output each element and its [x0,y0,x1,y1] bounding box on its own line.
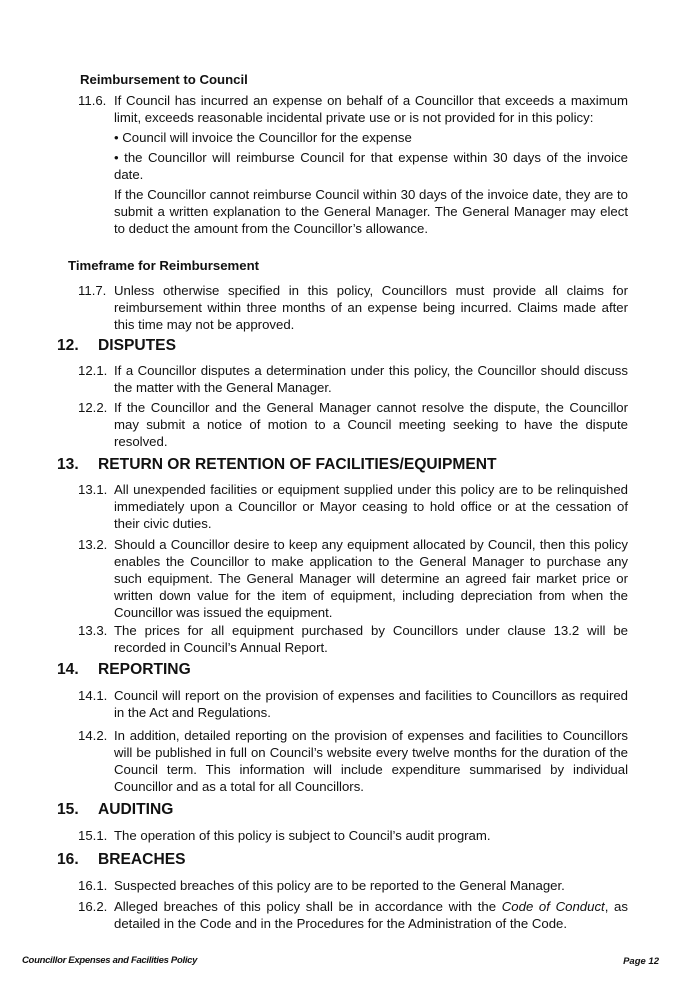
section-heading-reporting [57,661,191,679]
code-of-conduct-reference: Code of Conduct [501,899,605,914]
clause-11-6 [78,92,628,240]
clause-number: 15.1. [78,828,108,843]
timeframe-heading: Timeframe for Reimbursement [68,258,260,273]
clause-12-1 [78,362,628,396]
clause-number: 12.2. [78,400,108,415]
clause-text-part: Alleged breaches of this policy shall be in accordance with the [114,899,502,914]
section-number: 14. [57,661,79,678]
clause-16-2 [78,898,628,932]
clause-14-1 [78,687,628,721]
clause-15-1 [78,827,628,844]
section-title: AUDITING [98,801,174,818]
section-heading-breaches [57,851,186,869]
clause-number: 14.1. [78,688,108,703]
clause-text: If a Councillor disputes a determination under this policy, the Councillor should discuss the matter with the General Manager. [114,363,628,395]
section-number: 13. [57,456,79,473]
clause-13-3 [78,622,628,656]
clause-number: 14.2. [78,728,108,743]
clause-13-1 [78,481,628,532]
clause-text: Unless otherwise specified in this policy, Councillors must provide all claims for reimbursement within three months of an expense being incurred. Claims made after this time may not be approved. [114,283,628,332]
clause-text: The operation of this policy is subject to Council’s audit program. [114,828,491,843]
footer-document-title: Councillor Expenses and Facilities Policy [22,955,198,966]
clause-11-7 [78,282,628,333]
clause-text: Council will report on the provision of expenses and facilities to Councillors as required in the Act and Regulations. [114,688,628,720]
clause-12-2 [78,399,628,450]
clause-text: If the Councillor and the General Manager cannot resolve the dispute, the Councillor may submit a notice of motion to a Council meeting seeking to have the dispute resolved. [114,400,628,449]
bullet-item: • Council will invoice the Councillor for the expense [114,130,412,145]
clause-14-2 [78,727,628,795]
section-title: DISPUTES [98,337,176,354]
reimbursement-heading: Reimbursement to Council [80,72,248,87]
section-number: 15. [57,801,79,818]
bullet-item: • the Councillor will reimburse Council for that expense within 30 days of the invoice date. [114,150,628,182]
clause-number: 11.6. [78,93,107,108]
clause-number: 13.1. [78,482,108,497]
section-heading-auditing [57,801,173,819]
clause-number: 11.7. [78,283,107,298]
section-heading-disputes [57,337,176,355]
clause-number: 13.2. [78,537,108,552]
clause-text: The prices for all equipment purchased by Councillors under clause 13.2 will be recorded in Council’s Annual Report. [114,623,628,655]
clause-number: 16.2. [78,899,108,914]
clause-number: 16.1. [78,878,108,893]
clause-text: All unexpended facilities or equipment supplied under this policy are to be relinquished immediately upon a Councillor or Mayor ceasing to hold office or at the cessation of their civic duties. [114,482,628,531]
section-number: 12. [57,337,79,354]
clause-text: Should a Councillor desire to keep any equipment allocated by Council, then this policy enables the Councillor to make application to the General Manager to purchase any such equipment. The General Manager will determine an agreed fair market price or written down value for the item of equipment, including depreciation from when the Councillor was issued the equipment. [114,537,628,620]
clause-number: 12.1. [78,363,108,378]
clause-text: If the Councillor cannot reimburse Council within 30 days of the invoice date, they are to submit a written explanation to the General Manager. The General Manager may elect to deduct the amount from the Councillor’s allowance. [114,187,628,236]
clause-text: Suspected breaches of this policy are to be reported to the General Manager. [114,878,565,893]
clause-number: 13.3. [78,623,108,638]
clause-text-part: , as detailed in the Code and in the Procedures for the Administration of the Code. [114,899,628,931]
clause-text: If Council has incurred an expense on behalf of a Councillor that exceeds a maximum limit, exceeds reasonable incidental private use or is not provided for in this policy: [114,93,628,125]
clause-text: In addition, detailed reporting on the provision of expenses and facilities to Councillors will be published in full on Council’s website every twelve months for the duration of the Council term. This information will include expenditure summarised by individual Councillor and as a total for all Councillors. [114,728,628,794]
section-title: REPORTING [98,661,191,678]
footer-page-number: Page 12 [623,956,659,967]
section-number: 16. [57,851,79,868]
clause-16-1 [78,877,628,894]
clause-text [114,898,628,932]
clause-13-2 [78,536,628,621]
section-title: RETURN OR RETENTION OF FACILITIES/EQUIPMENT [98,456,497,473]
section-title: BREACHES [98,851,186,868]
section-heading-return-retention [57,456,497,474]
